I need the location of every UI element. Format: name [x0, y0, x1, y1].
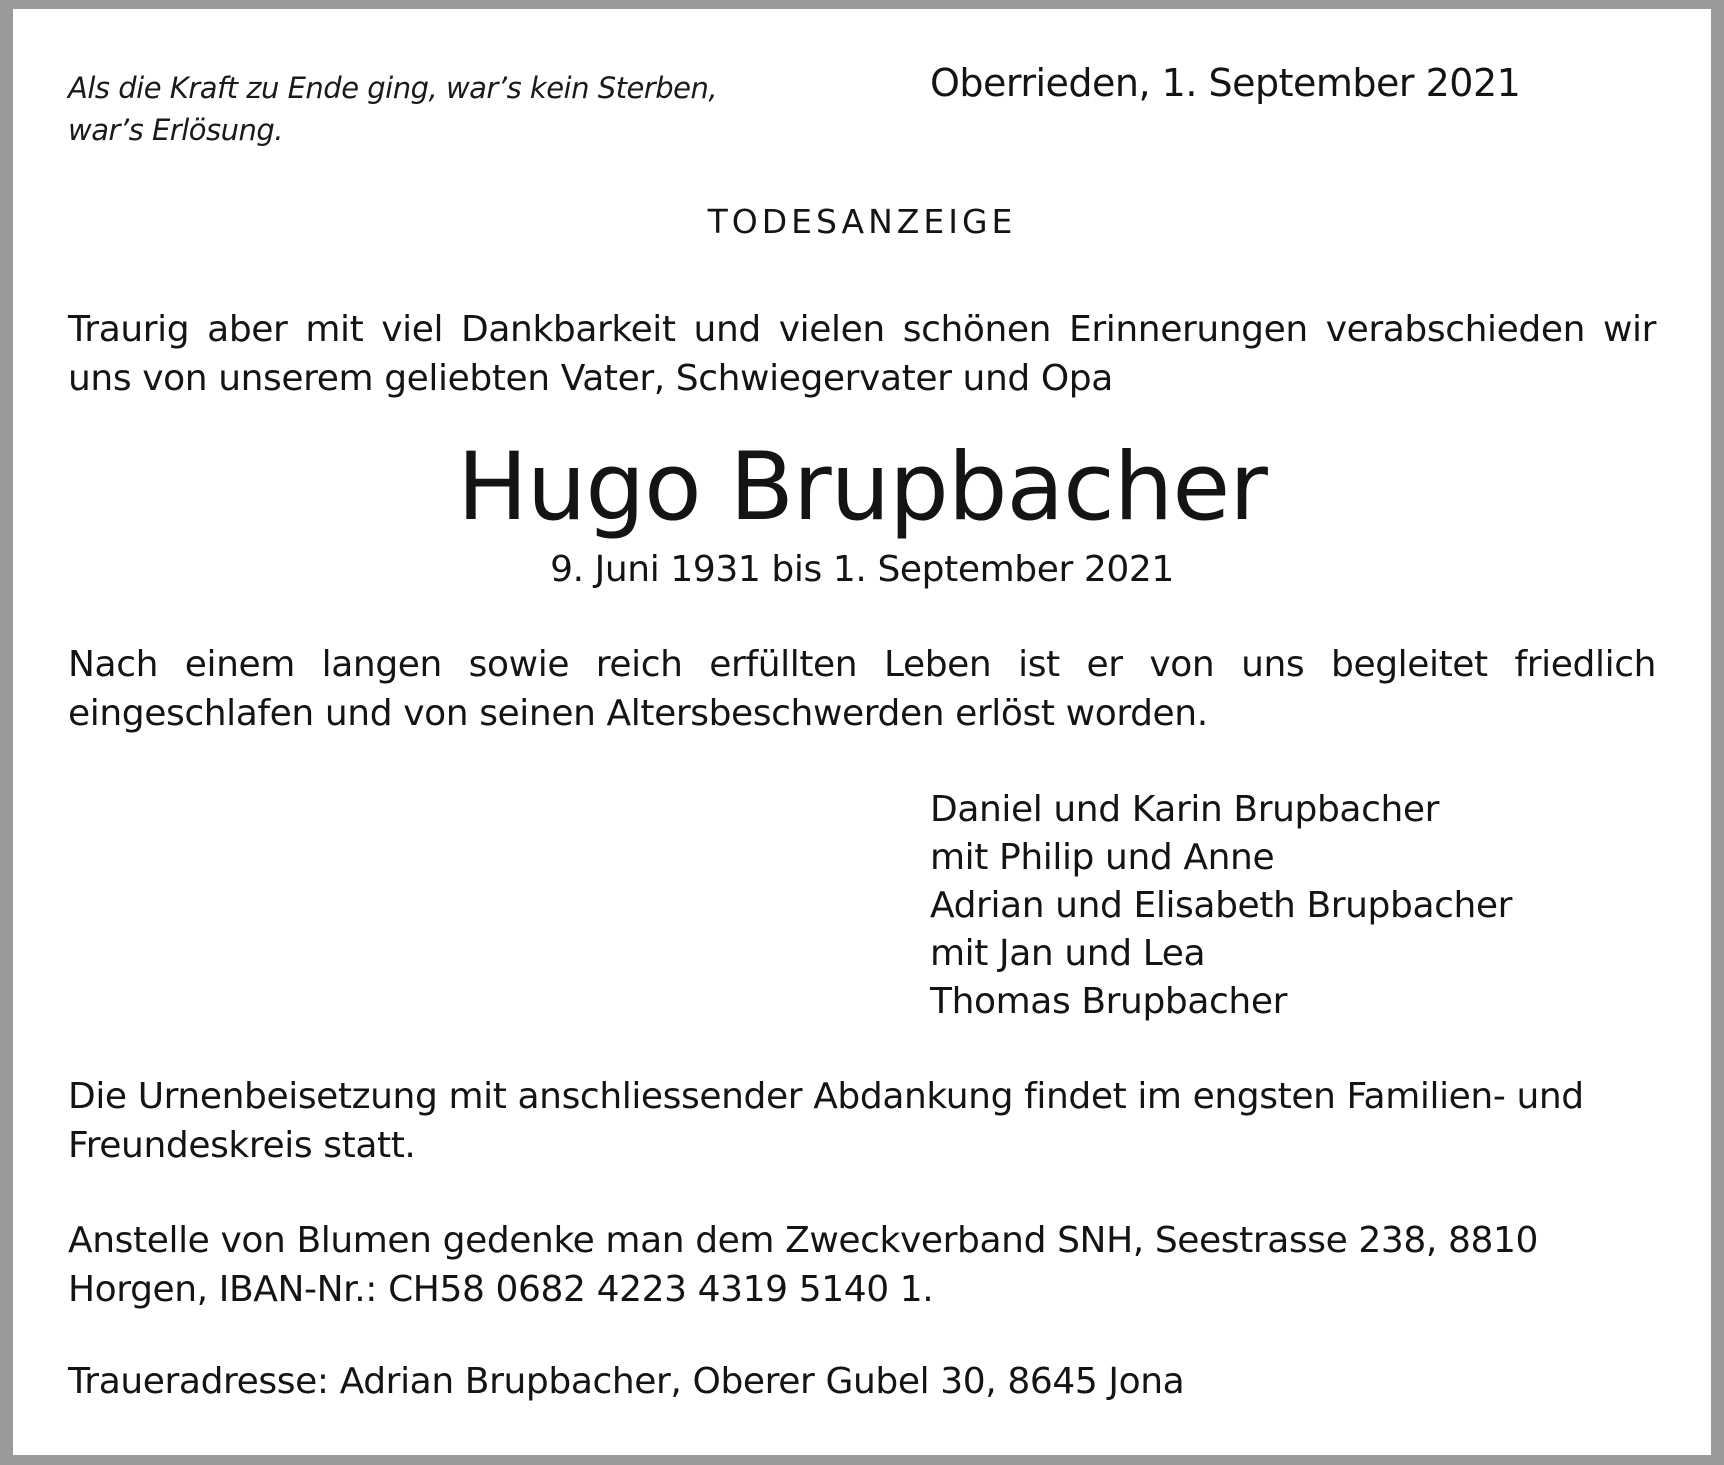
motto-line: war’s Erlösung. [68, 113, 283, 147]
burial-paragraph: Die Urnenbeisetzung mit anschliessender Abdankung findet im engsten Familien- und Freundeskreis statt. [68, 1076, 1584, 1166]
notice-heading: TODESANZEIGE [707, 202, 1017, 241]
farewell-paragraph: Nach einem langen sowie reich erfüllten Leben ist er von uns begleitet friedlich eingeschlafen und von seinen Altersbeschwerden erlöst worden. [68, 644, 1656, 734]
mourner-line: mit Jan und Lea [930, 933, 1206, 974]
mourning-address: Traueradresse: Adrian Brupbacher, Oberer Gubel 30, 8645 Jona [68, 1361, 1185, 1402]
mourner-line: mit Philip und Anne [930, 837, 1275, 878]
motto-quote [68, 67, 717, 151]
donation-line: Horgen, IBAN-Nr.: CH58 0682 4223 4319 5140 1. [68, 1269, 934, 1310]
mourner-line: Daniel und Karin Brupbacher [930, 789, 1440, 830]
motto-line: Als die Kraft zu Ende ging, war’s kein Sterben, [68, 71, 718, 105]
intro-paragraph: Traurig aber mit viel Dankbarkeit und vielen schönen Erinnerungen verabschieden wir uns von unserem geliebten Vater, Schwiegervater und Opa [68, 309, 1656, 399]
mourner-line: Thomas Brupbacher [930, 981, 1287, 1022]
mourners-list [930, 786, 1512, 1026]
donation-line: Anstelle von Blumen gedenke man dem Zweckverband SNH, Seestrasse 238, 8810 [68, 1220, 1539, 1261]
place-and-date: Oberrieden, 1. September 2021 [930, 61, 1521, 105]
donation-paragraph [68, 1216, 1656, 1314]
lifespan-dates: 9. Juni 1931 bis 1. September 2021 [550, 549, 1174, 590]
mourner-line: Adrian und Elisabeth Brupbacher [930, 885, 1513, 926]
deceased-name: Hugo Brupbacher [457, 433, 1267, 542]
